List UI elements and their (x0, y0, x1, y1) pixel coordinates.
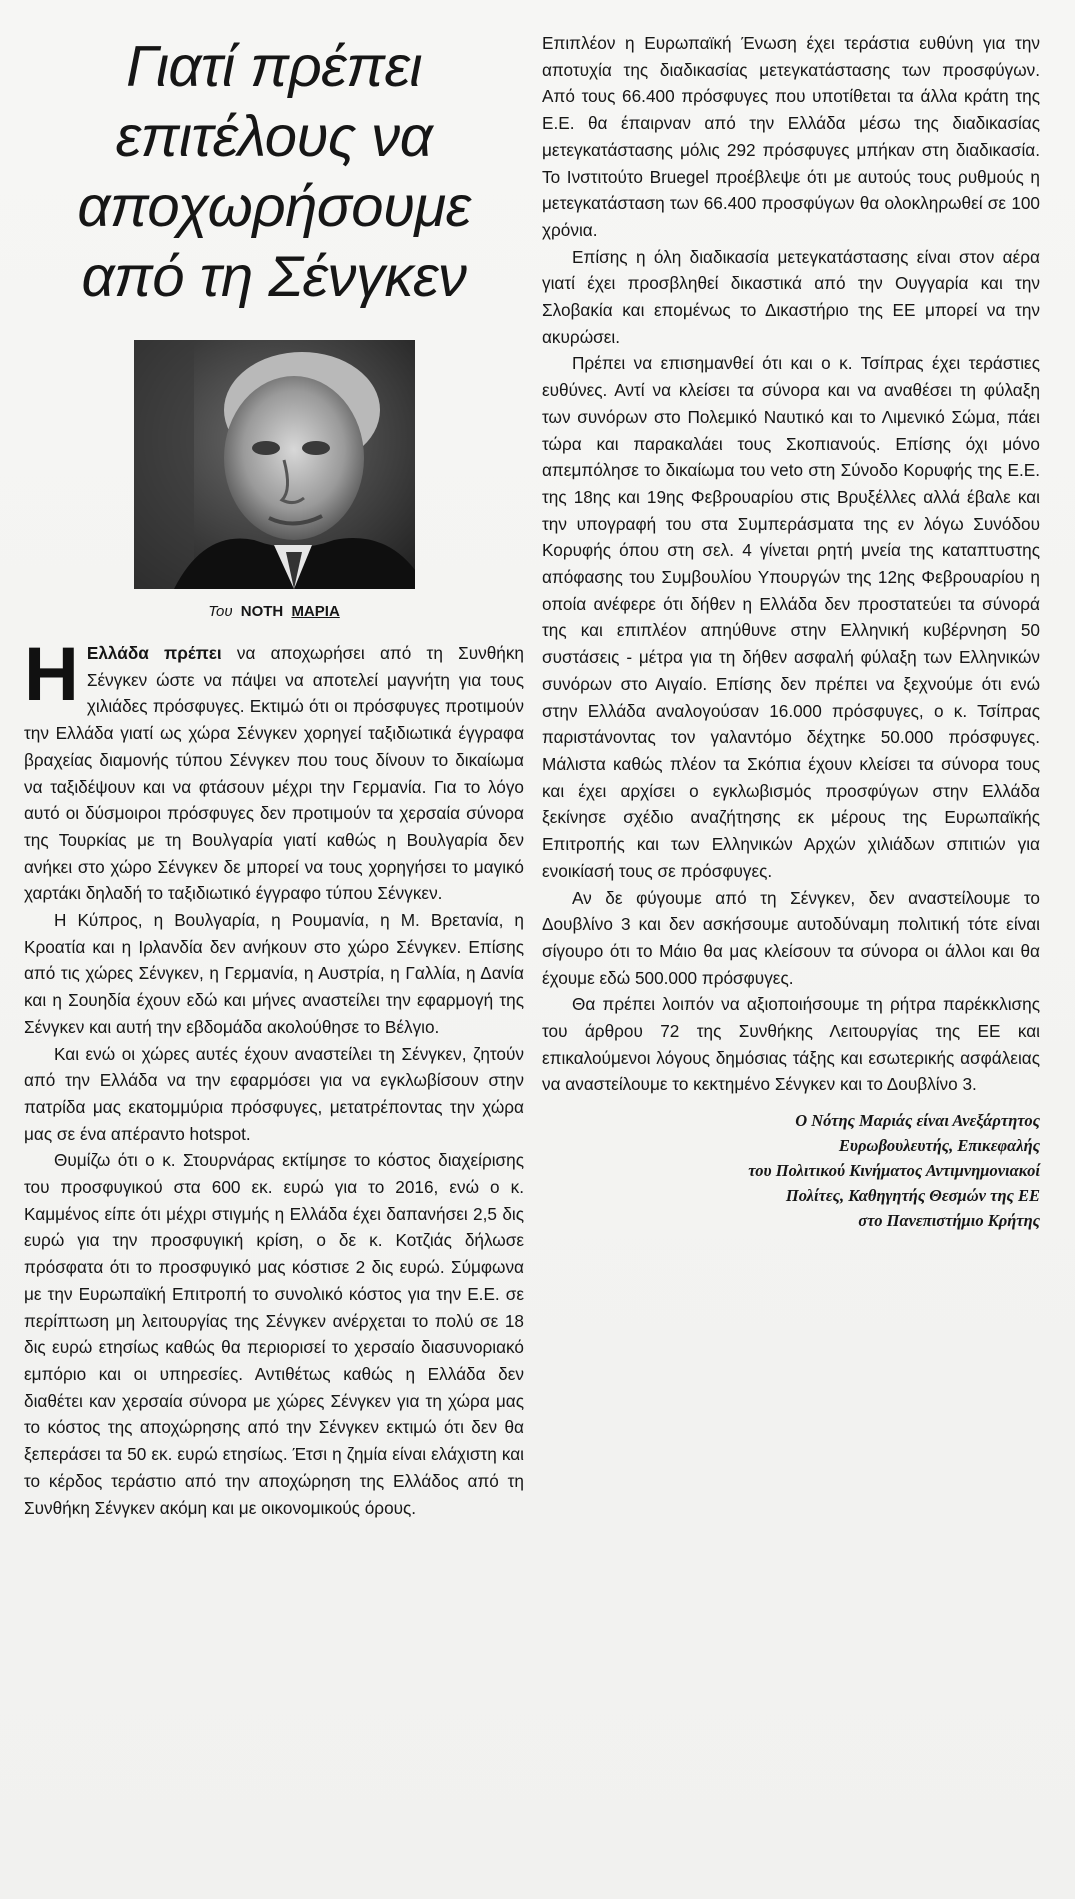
headline-line: αποχωρήσουμε (77, 174, 471, 239)
byline-prefix: Του (208, 603, 233, 620)
portrait-image (134, 340, 415, 589)
signature-line: του Πολιτικού Κινήματος Αντιμνημονιακοί (748, 1161, 1040, 1181)
byline (24, 603, 524, 620)
headline-line: από τη Σένγκεν (81, 244, 467, 309)
paragraph: Αν δε φύγουμε από τη Σένγκεν, δεν αναστείλουμε το Δουβλίνο 3 και δεν ασκήσουμε αυτοδύναμη πολιτική τότε είναι σίγουρο ότι το Μάιο θα μας κλείσουν τα σύνορα οι άλλοι και θα έχουμε εδώ 500.000 πρόσφυγες. (542, 887, 1040, 988)
paragraph: Επιπλέον η Ευρωπαϊκή Ένωση έχει τεράστια ευθύνη για την αποτυχία της διαδικασίας μετεγκατάστασης των προσφύγων. Από τους 66.400 πρόσφυγες που υποτίθεται τα άλλα κράτη της Ε.Ε. θα έπαιρναν από την Ελλάδα μέσω της διαδικασίας μετεγκατάστασης μόλις 292 πρόσφυγες μπήκαν στη διαδικασία. Το Ινστιτούτο Bruegel προέβλεψε ότι με αυτούς τους ρυθμούς η μετεγκατάσταση των 66.400 προσφύγων θα ολοκληρωθεί σε 100 χρόνια. (542, 33, 1040, 240)
dropcap: Η (24, 632, 79, 717)
author-signature (542, 1108, 1040, 1233)
paragraph: Θυμίζω ότι ο κ. Στουρνάρας εκτίμησε το κόστος διαχείρισης του προσφυγικού στα 600 εκ. ευρώ για το 2016, ενώ ο κ. Καμμένος είπε ότι μέχρι στιγμής η Ελλάδα έχει δαπανήσει 2,5 δις ευρώ για την προσφυγική κρίση, ο δε κ. Κοτζιάς δήλωσε πρόσφατα ότι το προσφυγικό μας κόστισε 2 δις ευρώ. Σύμφωνα με την Ευρωπαϊκή Επιτροπή το συνολικό κόστος για την Ε.Ε. σε περίπτωση μη λειτουργίας της Σένγκεν ανέρχεται το πολύ σε 18 δις ευρώ ετησίως καθώς θα περιορισεί το χερσαίο διασυνοριακό εμπόριο και οι υπηρεσίες. Αντιθέτως καθώς η Ελλάδα δεν διαθέτει καν χερσαία σύνορα με χώρες Σένγκεν για τη χώρα μας το κόστος της αποχώρησης από την Σένγκεν εκτιμώ ότι δεν θα ξεπεράσει τα 50 εκ. ευρώ ετησίως. Έτσι η ζημία είναι ελάχιστη και το κέρδος τεράστιο από την αποχώρηση της Ελλάδος από τη Συνθήκη Σένγκεν ακόμη και με οικονομικούς όρους. (24, 1150, 524, 1518)
signature-line: στο Πανεπιστήμιο Κρήτης (858, 1211, 1040, 1231)
paragraph: Και ενώ οι χώρες αυτές έχουν αναστείλει τη Σένγκεν, ζητούν από την Ελλάδα να την εφαρμόσει για να εγκλωβίσουν στην πατρίδα μας εκατομμύρια πρόσφυγες, μετατρέποντας την χώρα μας σε ένα απέραντο hotspot. (24, 1043, 524, 1144)
paragraph: Θα πρέπει λοιπόν να αξιοποιήσουμε τη ρήτρα παρέκκλισης του άρθρου 72 της Συνθήκης Λειτουργίας της ΕΕ και επικαλούμενοι λόγους δημόσιας τάξης και εσωτερικής ασφάλειας να αναστείλουμε το κεκτημένο Σένγκεν και το Δουβλίνο 3. (542, 994, 1040, 1095)
headline (24, 32, 524, 312)
paragraph: Πρέπει να επισημανθεί ότι και ο κ. Τσίπρας έχει τεράστιες ευθύνες. Αντί να κλείσει τα σύνορα και να αναθέσει τη φύλαξη των συνόρων στο Πολεμικό Ναυτικό και το Λιμενικό Σώμα, πάει τώρα και παρακαλάει τους Σκοπιανούς. Επίσης όχι μόνο απεμπόλησε το δικαίωμα του veto στη Σύνοδο Κορυφής της Ε.Ε. της 18ης και 19ης Φεβρουαρίου στις Βρυξέλλες αλλά έβαλε και την υπογραφή του στα Συμπεράσματα της εν λόγω Συνόδου Κορυφής όπου στη σελ. 4 γίνεται ρητή μνεία της καταπτυστης απόφασης του Συμβουλίου Υπουργών της 12ης Φεβρουαρίου η οποία ανέφερε ότι δήθεν η Ελλάδα δεν προστατεύει τα σύνορά της και επιπλέον απηύθυνε στην Ελληνική κυβέρνηση 50 συστάσεις - μέτρα για τη δήθεν ασφαλή φύλαξη των Ελληνικών συνόρων στο Αιγαίο. Επίσης δεν πρέπει να ξεχνούμε ότι ενώ στην Ελλάδα αναλογούσαν 16.000 πρόσφυγες, ο κ. Τσίπρας παριστάνοντας τον γαλαντόμο δέχτηκε 50.000 πρόσφυγες. Μάλιστα καθώς πλέον τα Σκόπια έχουν κλείσει τα σύνορα τους και έχει αρχίσει ο εγκλωβισμός προσφύγων στην Ελλάδα ξεκίνησε σχέδιο αναζήτησης εκ μέρους της Ευρωπαϊκής Επιτροπής και των Ελληνικών Αρχών χιλιάδων σπιτιών για ενοικίασή τους σε πρόσφυγες. (542, 353, 1040, 881)
left-column (24, 30, 524, 1521)
paragraph: Η Κύπρος, η Βουλγαρία, η Ρουμανία, η Μ. Βρετανία, η Κροατία και η Ιρλανδία δεν ανήκουν στο χώρο Σένγκεν. Επίσης από τις χώρες Σένγκεν, η Γερμανία, η Αυστρία, η Γαλλία, η Δανία και η Σουηδία έχουν εδώ και μήνες αναστείλει την εφαρμογή της Σένγκεν και αυτή την εβδομάδα ακολούθησε το Βέλγιο. (24, 910, 524, 1037)
headline-line: επιτέλους να (115, 104, 433, 169)
author-photo (134, 340, 415, 589)
headline-line: Γιατί πρέπει (126, 34, 422, 99)
byline-first-name: ΝΟΤΗ (240, 603, 284, 620)
paragraph (24, 632, 524, 907)
signature-line: Ο Νότης Μαριάς είναι Ανεξάρτητος (795, 1111, 1040, 1131)
signature-line: Πολίτες, Καθηγητής Θεσμών της ΕΕ (785, 1186, 1040, 1206)
paragraph-text: να αποχωρήσει από τη Συνθήκη Σένγκεν ώστε να πάψει να αποτελεί μαγνήτη για τους χιλιάδες πρόσφυγες. Εκτιμώ ότι οι πρόσφυγες προτιμούν την Ελλάδα γιατί ως χώρα Σένγκεν χορηγεί ταξιδιωτικά έγγραφα βραχείας διαμονής τύπου Σένγκεν που τους δίνουν το δικαίωμα να ταξιδέψουν και να φτάσουν μέχρι την Γερμανία. Για το λόγο αυτό οι δύσμοιροι πρόσφυγες δεν προτιμούν τα χερσαία σύνορα της Τουρκίας με τη Βουλγαρία γιατί καθώς η Βουλγαρία δεν ανήκει στο χώρο Σένγκεν δε μπορεί να τους χορηγήσει το μαγικό χαρτάκι δηλαδή το ταξιδιωτικό έγγραφο τύπου Σένγκεν. (24, 643, 524, 904)
byline-last-name: ΜΑΡΙΑ (291, 603, 340, 620)
right-column (542, 30, 1040, 1233)
signature-line: Ευρωβουλευτής, Επικεφαλής (838, 1136, 1040, 1156)
paragraph: Επίσης η όλη διαδικασία μετεγκατάστασης είναι στον αέρα γιατί έχει προσβληθεί δικαστικά από την Ουγγαρία και την Σλοβακία και επομένως το Δικαστήριο της ΕΕ μπορεί να την ακυρώσει. (542, 246, 1040, 347)
lead-text: Ελλάδα πρέπει (86, 643, 222, 663)
